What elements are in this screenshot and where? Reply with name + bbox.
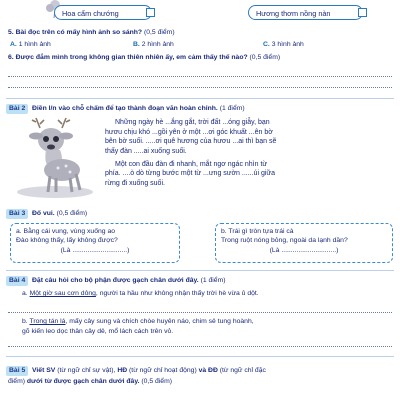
- checkbox-left[interactable]: [146, 8, 155, 17]
- q5-option-c[interactable]: C. 3 hình ảnh: [263, 41, 304, 48]
- q5-option-a[interactable]: A. 1 hình ảnh: [10, 41, 51, 48]
- bai3-badge: Bài 3: [6, 209, 28, 219]
- bai2-instruction: Điền l/n vào chỗ chấm để tạo thành đoạn văn hoàn chỉnh. (1 điểm): [32, 105, 245, 112]
- riddle-b-box: b. Trái gì tròn tựa trái cà Trong ruột nóng bỏng, ngoài da lạnh dần? (Là .............................): [215, 223, 393, 263]
- answer-box-right: [248, 5, 363, 20]
- answer-line[interactable]: [8, 346, 392, 347]
- answer-line[interactable]: [8, 87, 392, 88]
- q5-option-b[interactable]: B. 2 hình ảnh: [133, 41, 174, 48]
- bai4-badge: Bài 4: [6, 276, 28, 286]
- divider: [6, 356, 394, 357]
- question-5: 5. Bài đọc trên có mấy hình ảnh so sánh? (0,5 điểm): [8, 29, 175, 36]
- answer-box-left: [54, 5, 152, 20]
- bai4-instruction: Đặt câu hỏi cho bộ phận được gạch chân dưới đây. (1 điểm): [32, 277, 226, 284]
- question-6: 6. Được đắm mình trong không gian thiên nhiên ấy, em cảm thấy thế nào? (0,5 điểm): [8, 54, 281, 61]
- bai2-paragraph: Những ngày hè ...ắng gắt, trời đất ...óng giẫy, bạn hươu chịu khó ...gồi yên ở một ...ơi góc khuất ...ên bờ bên bờ suối. .....ơi quê hương của hươu ...ai thì bạn sẽ thấy đàn .....ai xuống suối. Một con đầu đàn đi nhanh, mắt ngơ ngác nhìn từ phía. ....ò dò từng bước một từ ...ưng sườn ......úi giữa rừng đi xuống suối.: [105, 119, 277, 187]
- bai3-instruction: Đố vui. (0,5 điểm): [32, 210, 88, 217]
- bai4-sentence-a: a. Một giờ sau cơn dông, người ta hầu như không nhận thấy trời hè vừa ủ dột.: [22, 290, 259, 297]
- divider: [6, 270, 394, 271]
- riddle-a-box: a. Bằng cái vung, vùng xuống ao Đào không thấy, lấy không được? (Là .............................): [10, 223, 180, 263]
- divider: [6, 98, 394, 99]
- bai5-instruction-line2: điểm) dưới từ được gạch chân dưới đây. (0,5 điểm): [8, 378, 173, 385]
- riddle-b-answer[interactable]: (Là .............................): [269, 247, 339, 255]
- bai5-instruction: Viết SV (từ ngữ chỉ sự vật), HĐ (từ ngữ chỉ hoạt động) và ĐĐ (từ ngữ chỉ đặc: [32, 367, 266, 374]
- bai4-sentence-b-line2: gõ kiến leo dọc thân cây dẻ, mổ lách cách trên vỏ.: [22, 328, 174, 335]
- bai2-badge: Bài 2: [6, 104, 28, 114]
- answer-line[interactable]: [8, 312, 392, 313]
- bai4-sentence-b: b. Trong tán lá, mấy cây sung và chích chòe huyên náo, chim sẻ tung hoành,: [22, 318, 254, 325]
- box-left-label: Hoa cẩm chướng: [62, 9, 119, 18]
- answer-line[interactable]: [8, 76, 392, 77]
- riddle-a-answer[interactable]: (Là .............................): [60, 247, 130, 255]
- checkbox-right[interactable]: [358, 8, 367, 17]
- bai5-badge: Bài 5: [6, 366, 28, 376]
- box-right-label: Hương thơm nồng nàn: [256, 9, 331, 18]
- deer-illustration-icon: [10, 116, 100, 200]
